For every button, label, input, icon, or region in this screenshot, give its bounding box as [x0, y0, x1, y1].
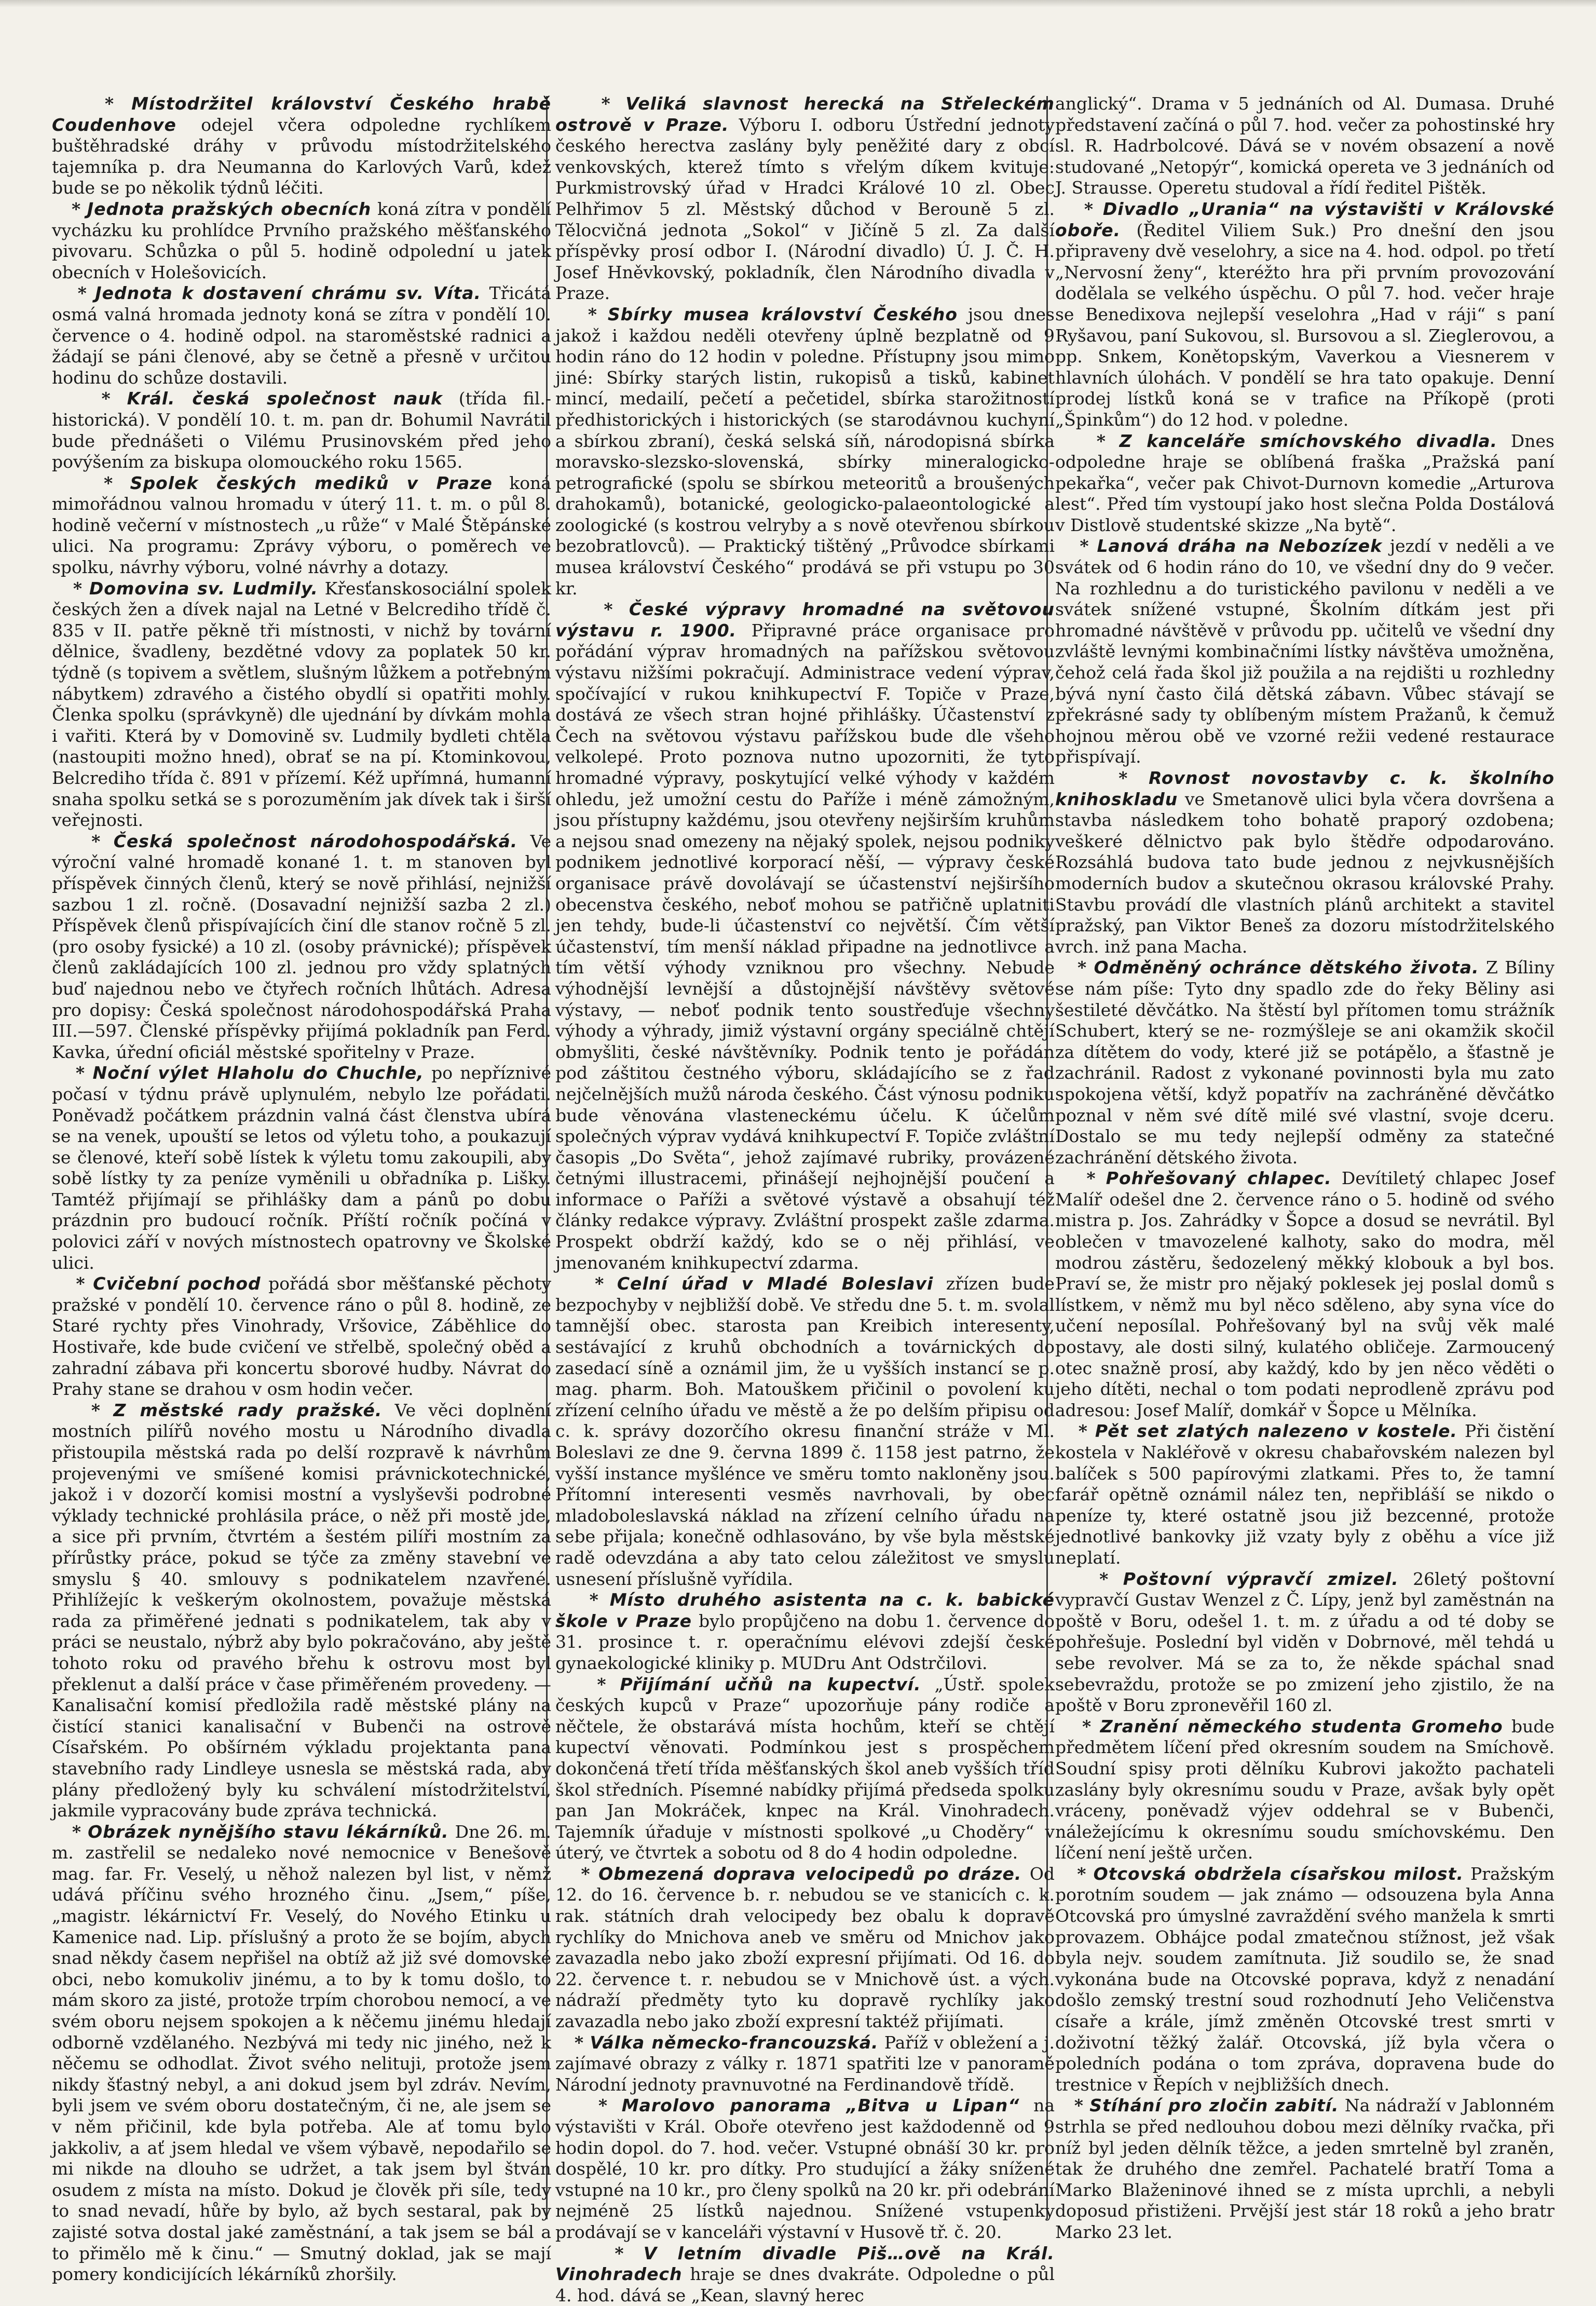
- item-body: Z Bíliny se nám píše: Tyto dny spadlo zde do řeky Běliny asi šestileté děvčátko. Na štěstí byl přítomen tomu strážník Schubert, který se ne- rozmýšleje se ani okamžik skočil za dítětem do vody, které již se potápělo, a šťastně je zachránil. Radost z vykonané povinnosti byla mu zato spokojena větší, když popatřív na zachráněné děvčátko poznal v něm své dítě milé své vlastní, svoje dceru. Dostalo se mu tedy nejlepší odměny za statečné zachránění dětského života.: [1055, 957, 1555, 1168]
- item-body: ve Smetanově ulici byla včera dovršena a stavba následkem toho bohatě praporý ozdobena; veškeré dělnictvo pak bylo štědře odpodarováno. Rozsáhlá budova tato bude jednou z nejvkusnějších moderních budov a skutečnou okrasou královské Prahy. Stavbu provádí dle vlastních plánů architekt a stavitel pražský, pan Viktor Beneš za dozoru místodržitelského vrch. inž pana Macha.: [1055, 789, 1554, 957]
- item-body: koná mimořádnou valnou hromadu v úterý 11. t. m. o půl 8. hodině večerní v místnostech „u růže“ v Malé Štěpánské ulici. Na programu: Zprávy výboru, o poměrech ve spolku, návrhy výboru, volné návrhy a dotazy.: [52, 472, 551, 578]
- news-item: [52, 1063, 551, 1273]
- item-body: (Ředitel Viliem Suk.) Pro dnešní den jsou připraveny dvě veselohry, a sice na 4. hod. odpol. po třetí „Nervosní ženy“, kteréžto hra při prvním provozování dodělala se velkého úspěchu. O půl 7. hod. večer hraje se Benedixova nejlepší veselohra „Had v ráji“ s paní Ryšavou, paní Sukovou, sl. Bursovou a sl. Zieglerovou, a pp. Snkem, Konětopským, Vaverkou a Viesnerem v hlavních úlohách. V pondělí se hra tato opakuje. Denní prodej lístků koná se v trafice na Příkopě (proti „Špinkům“) do 12 hod. v poledne.: [1055, 220, 1554, 430]
- news-item: [1055, 2095, 1554, 2243]
- news-item: [52, 1822, 551, 2285]
- news-item: [1055, 1421, 1554, 1568]
- item-heading: Sbírky musea království Českého: [607, 304, 958, 324]
- item-body: 26letý poštovní vypravčí Gustav Wenzel z Č. Lípy, jenž byl zaměstnán na poště v Boru, odešel 1. t. m. z úřadu a od té doby se pohřešuje. Poslední byl viděn v Dobrnové, měl tehdá u sebe revolver. Má se za to, že někde spáchal snad sebevraždu, protože se po zmizení jeho zjistilo, že na poště v Boru zpronevěřil 160 zl.: [1055, 1568, 1555, 1716]
- item-bullet: *: [1055, 957, 1094, 978]
- item-body: Křesťanskosociální spolek českých žen a dívek najal na Letné v Belcrediho třídě č. 835 v II. patře pěkně tři místnosti, v nichž by tovární dělnice, švadleny, bezdětné vdovy za poplatek 50 kr. týdně (s topivem a světlem, slušným lůžkem a potřebným nábytkem) zdravého a čistého obydlí si opatřiti mohly. Členka spolku (správkyně) dle ujednání by dívkám mohla i vařiti. Která by v Domovině sv. Ludmily bydleti chtěla (nastoupiti možno hned), obrať se na pí. Ktominkovou, Belcrediho třída č. 891 v přízemí. Kéž upřímná, humanní snaha spolku setká se s porozuměním jak dívek tak i širší veřejnosti.: [52, 578, 552, 831]
- item-bullet: *: [1055, 536, 1097, 557]
- item-heading: Zranění německého studenta Gromeho: [1100, 1716, 1503, 1737]
- item-body: Dne 26. m. m. zastřelil se nedaleko nové nemocnice v Benešově mag. far. Fr. Veselý, u něhož nalezen byl list, v němž udává příčinu svého hrozného činu. „Jsem,“ píše, „magistr. lékárnictví Fr. Veselý, do Nového Etinku u Kamenice nad. Lip. příslušný a proto že se bojím, abych snad někdy časem nepřišel na obtíž až již své domovské obci, nebo komukoliv jinému, a to by k tomu došlo, to mám skoro za jisté, protože trpím chorobou nemocí, a ve svém oboru nejsem spokojen a k něčemu jinému hledají odborně vzdělaného. Nezbývá mi tedy nic jiného, než k něčemu se odhodlat. Život svého nelituji, protože jsem nikdy šťastný nebyl, a ani dokud jsem byl zdráv. Nevím, byli jsem ve svém oboru dostatečným, či ne, ale jsem se v něm přičinil, kde byla potřeba. Ale ať tomu bylo jakkoliv, a ať jsem hledal ve všem výbavě, nepodařilo se mi nikde na dlouho se udržet, a tak jsem byl štván osudem z místa na místo. Dokud je člověk při síle, tedy to snad nevadí, hůře by bylo, až bych sestaral, pak by zajisté sotva dostal jaké zaměstnání, a tak jsem se bál a to přimělo mě k činu.“ — Smutný doklad, jak se mají pomery kondicijících lékárníků zhoršily.: [52, 1821, 551, 2285]
- item-heading: Obmezená doprava velocipedů po dráze.: [598, 1863, 1022, 1884]
- item-heading: Jednota k dostavení chrámu sv. Víta.: [95, 283, 482, 304]
- item-body: Pražským porotním soudem — jak známo — odsouzena byla Anna Otcovská pro úmyslné zavraždění svého manžela k smrti provazem. Obhájce podal zmatečnou stížnost, jež však byla nejv. soudem zamítnuta. Již soudilo se, že snad vykonána bude na Otcovské poprava, když z nenadání došlo zemský trestní soud rozhodnutí Jeho Veličenstva císaře a krále, jímž změněn Otcovské trest smrti v doživotní těžký žalář. Otcovská, jíž byla včera o poledních podána o tom zpráva, dopravena bude do trestnice v Řepích v nejbližších dnech.: [1055, 1863, 1554, 2095]
- item-heading: V letním divadle Piš…ově na Král. Vinohradech: [555, 2243, 1055, 2285]
- item-heading: Stíhání pro zločin zabití.: [1089, 2095, 1339, 2116]
- item-body: Devítiletý chlapec Josef Malíř odešel dne 2. července ráno o 5. hodině od svého mistra p. Jos. Zahrádky v Šopce a dosud se nevrátil. Byl oblečen v tmavozelené kalhoty, sako do modra, měl modrou zástěru, šedozelený měkký klobouk a byl bos. Praví se, že mistr pro nějaký poklesek jej poslal domů s lístkem, v němž mu byl něco sděleno, aby syna více do učení neposílal. Pohřešovaný byl na svůj věk malé postavy, ale dosti silný, kulatého obličeje. Zarmoucený otec snažně prosí, aby každý, kdo by jen něco věděti o jeho dítěti, nechal o tom podati neprodleně zprávu pod adresou: Josef Malíř, domkář v Šopce u Mělníka.: [1055, 1168, 1554, 1420]
- item-bullet: *: [1055, 1716, 1100, 1737]
- item-bullet: *: [52, 93, 132, 114]
- item-body: na výstavišti v Král. Oboře otevřeno jest každodenně od 9 hodin dopol. do 7. hod. večer. Vstupné obnáší 30 kr. pro dospělé, 10 kr. pro dítky. Pro studující a žáky snížené vstupné na 10 kr., pro členy spolků na 20 kr. při odebrání nejméně 25 lístků najednou. Snížené vstupenky prodávají se v kanceláři výstavní v Husově tř. č. 20.: [555, 2095, 1055, 2242]
- item-heading: Celní úřad v Mladé Boleslavi: [617, 1273, 934, 1294]
- item-bullet: *: [1055, 768, 1149, 788]
- item-bullet: *: [555, 1863, 599, 1884]
- item-bullet: *: [1055, 1568, 1123, 1589]
- item-bullet: *: [52, 472, 130, 493]
- item-heading: Rovnost novostavby c. k. školního knihoskladu: [1055, 768, 1555, 809]
- item-heading: Spolek českých mediků v Praze: [130, 472, 493, 493]
- item-bullet: *: [555, 2243, 644, 2263]
- news-item: [555, 2032, 1055, 2096]
- item-bullet: *: [555, 1273, 617, 1294]
- item-heading: České výpravy hromadné na světovou výstavu r. 1900.: [555, 599, 1055, 641]
- item-body: odejel včera odpoledne rychlíkem buštěhradské dráhy v průvodu místodržitelského tajemníka p. dra Neumanna do Karlových Varů, kdež bude se po několik týdnů léčiti.: [52, 114, 551, 198]
- item-heading: Veliká slavnost herecká na Střeleckém ostrově v Praze.: [555, 93, 1055, 135]
- item-body: Ve výroční valné hromadě konané 1. t. m stanoven byl příspěvek činných členů, který se nově přihlásí, nejnižší sazbou 1 zl. ročně. (Dosavadní nejnižší sazba 2 zl.) Příspěvek členů přispívajících činí dle stanov ročně 5 zl. (pro osoby fysické) a 10 zl. (osoby právnické); příspěvek členů zakládajících 100 zl. jednou pro vždy splatných buď najednou nebo ve čtyřech ročních lhůtách. Adresa pro dopisy: Česká společnost národohospodářská Praha III.—597. Členské příspěvky přijímá pokladník pan Ferd. Kavka, úřední oficiál městské spořitelny v Praze.: [52, 831, 551, 1062]
- item-bullet: *: [52, 198, 87, 219]
- item-body: Třicátá osmá valná hromada jednoty koná se zítra v pondělí 10. července o 4. hodině odpol. na staroměstské radnici a žádají se páni členové, aby se četně a přesně v určitou hodinu do schůze dostavili.: [52, 283, 552, 388]
- item-bullet: *: [555, 1674, 620, 1694]
- item-bullet: *: [1055, 1421, 1095, 1442]
- news-item: [52, 388, 551, 472]
- item-bullet: *: [555, 93, 626, 114]
- item-bullet: *: [555, 304, 608, 324]
- item-body: bylo propůjčeno na dobu 1. července do 31. prosince t. r. operačnímu elévovi zdejší české gynaekologické kliniky p. MUDru Ant Odstrčilovi.: [555, 1610, 1055, 1673]
- news-item: [1055, 199, 1554, 431]
- item-bullet: *: [52, 283, 96, 304]
- item-heading: Místo druhého asistenta na c. k. babické škole v Praze: [555, 1590, 1055, 1631]
- item-heading: Místodržitel království Českého hrabě Coudenhove: [52, 93, 551, 135]
- news-item: [1055, 1168, 1554, 1421]
- news-item: [555, 1273, 1055, 1590]
- news-item: [52, 1400, 551, 1822]
- item-heading: Pohřešovaný chlapec.: [1106, 1168, 1332, 1189]
- item-body: Ve věci doplnění mostních pilířů nového mostu u Národního divadla přistoupila městská rada po delší rozpravě k návrhům projevenými ve smíšené komisi právnickotechnické, jakož i v dozorčí komisi mostní a vyslyševši podrobné výklady technické prohlásila práce, o něž při mostě jde, a sice při prvním, čtvrtém a šestém pilíři mostním za přírůstky práce, pokud se týče za změny stavební ve smyslu § 40. smlouvy s podnikatelem nzavřené. Přihlížejíc k veškerým okolnostem, považuje městská rada za přiměřené jednati s podnikatelem, tak aby v práci se neustalo, nýbrž aby bylo pokračováno, aby ještě tohoto roku od pravého břehu k ostrovu most byl překlenut a další práce v čase přiměřeném provedeny. — Kanalisační komisí předložila radě městské plány na čistící stanici kanalisační v Bubenči na ostrově Císařském. Po obšírném výkladu projektanta pana stavebního rady Lindleye usnesla se městská rada, aby plány předložený byly ku schválení místodržitelství, jakmile vypracovány bude zpráva technická.: [52, 1400, 551, 1821]
- news-item: [52, 473, 551, 578]
- item-bullet: *: [555, 2095, 622, 2116]
- column-2: [555, 93, 1055, 2305]
- item-body: jezdí v neděli a ve svátek od 6 hodin ráno do 10, ve všední dny do 9 večer. Na rozhlednu a do turistického pavilonu v neděli a ve svátek snížené vstupné, Školním dítkám jest při hromadné návštěvě v průvodu pp. učitelů ve všední dny zvláště levnými kombinačními lístky návštěva umožněna, čehož celá řada škol již použila a na rejdišti u rozhledny bývá nyní často čilá dětská zábavn. Vůbec stávají se překrásné sady ty oblíbeným místem Pražanů, k čemuž hojnou měrou obě ve vzorné režii vedené restaurace přispívají.: [1055, 536, 1554, 767]
- item-bullet: *: [1055, 1168, 1106, 1189]
- item-body: anglický“. Drama v 5 jednáních od Al. Dumasa. Druhé představení začíná o půl 7. hod. večer za pohostinské hry sl. R. Hadrbolcové. Dává se v novém obsazení a nově studované „Netopýr“, komická opereta ve 3 jednáních od J. Strausse. Operetu studoval a řídí ředitel Pištěk.: [1055, 93, 1554, 198]
- news-item: [52, 578, 551, 831]
- news-item: [1055, 1716, 1554, 1864]
- item-bullet: *: [52, 1821, 88, 1842]
- news-item: [1055, 1864, 1554, 2096]
- item-heading: Poštovní výpravčí zmizel.: [1123, 1568, 1399, 1589]
- news-item: [1055, 536, 1554, 768]
- item-body: po nepříznivé počasí v týdnu právě uplynulém, nebylo lze pořádati. Poněvadž počátkem prázdnin valná část členstva ubírá se na venek, upouští se letos od výletu toho, a poukazují se členové, kteří sobě lístek k výletu tomu zakoupili, aby sobě lístky ty za peníze vyměnili u obřadníka p. Lišky. Tamtéž přijímají se přihlášky dam a pánů po dobu prázdnin pro budoucí ročník. Příští ročník počíná v polovici září v nových místnostech opatrovny ve Školské ulici.: [52, 1063, 551, 1273]
- item-body: koná zítra v pondělí vycházku ku prohlídce Prvního pražského měšťanského pivovaru. Schůzka o půl 5. hodině odpolední u jatek obecních v Holešovicích.: [52, 198, 551, 282]
- item-bullet: *: [52, 1400, 114, 1420]
- news-item: [1055, 431, 1554, 536]
- column-3: [1055, 93, 1555, 2242]
- item-body: hraje se dnes dvakráte. Odpoledne o půl 4. hod. dává se „Kean, slavný herec: [555, 2264, 1055, 2305]
- item-bullet: *: [555, 599, 629, 620]
- item-body: jsou dnes jakož i každou neděli otevřeny úplně bezplatně od 9 hodin ráno do 12 hodin v poledne. Přístupny jsou mimo jiné: Sbírky starých listin, rukopisů a tisků, kabinet mincí, medailí, pečetí a pečetidel, sbírka starožitností předhistorických i historických (se starodávnou kuchyní a sbírkou zbraní), česká selská síň, národopisná sbírka moravsko-slezsko-slovenská, sbírky mineralogicko-petrografické (spolu se sbírkou meteoritů a broušených drahokamů), botanické, geologicko-palaeontologické a zoologické (s kostrou velryby a s nově otevřenou sbírkou bezobratlovců). — Praktický tištěný „Průvodce sbírkami musea království Českého“ prodává se při vstupu po 30 kr.: [555, 304, 1055, 599]
- item-heading: Divadlo „Urania“ na výstavišti v Královské oboře.: [1055, 198, 1555, 240]
- news-item: [555, 1674, 1055, 1864]
- item-bullet: *: [52, 388, 127, 409]
- item-bullet: *: [555, 1590, 610, 1610]
- item-body: Dnes odpoledne hraje se oblíbená fraška „Pražská paní pekařka“, večer pak Chivot-Durnovn komedie „Arturova lest“. Před tím vystoupí jako host slečna Polda Dostálová v Distlově studentské skizze „Na bytě“.: [1055, 430, 1554, 535]
- news-item: [52, 283, 551, 388]
- item-body: Výboru I. odboru Ústřední jednoty českého herectva zaslány byly peněžité dary z obcí venkovských, kterež tímto s vřelým díkem kvituje: Purkmistrovský úřad v Hradci Králové 10 zl. Obec Pelhřimov 5 zl. Městský důchod v Berouně 5 zl. Tělocvičná jednota „Sokol“ v Jičíně 5 zl. Za další příspěvky prosí odbor I. (Národní divadlo) Ú. J. Č. H. Josef Hněvkovský, pokladník, člen Národního divadla v Praze.: [555, 114, 1055, 304]
- item-bullet: *: [555, 2032, 590, 2053]
- news-item: [1055, 957, 1554, 1168]
- item-body: bude předmětem líčení před okresním soudem na Smíchově. Soudní spisy proti dělníku Kubrovi jakožto pachateli zaslány byly okresnímu soudu v Praze, avšak byly opět vráceny, poněvadž výjev oddehral se v Bubenči, náležejícímu k okresnímu soudu smíchovskému. Den líčení není ještě určen.: [1055, 1716, 1554, 1863]
- item-heading: Odměněný ochránce dětského života.: [1094, 957, 1479, 978]
- item-bullet: *: [1055, 2095, 1090, 2116]
- item-heading: Obrázek nynějšího stavu lékárníků.: [88, 1821, 449, 1842]
- news-item: [1055, 768, 1554, 957]
- item-heading: Noční výlet Hlaholu do Chuchle,: [92, 1063, 424, 1083]
- item-bullet: *: [1055, 430, 1120, 451]
- news-item: [52, 93, 551, 199]
- column-1: [52, 93, 552, 2285]
- news-item: [555, 93, 1055, 304]
- news-item: [555, 2095, 1055, 2243]
- page-top-edge: [0, 0, 1596, 7]
- item-body: Paříž v obležení a j. zajímavé obrazy z války r. 1871 spatřiti lze v panoramě Národní jednoty pravnuvotné na Ferdinandově třídě.: [555, 2032, 1055, 2095]
- news-item: [52, 199, 551, 283]
- item-bullet: *: [52, 1063, 93, 1083]
- item-heading: Jednota pražských obecních: [87, 198, 372, 219]
- item-body: Připravné práce organisace pro pořádání výprav hromadných na pařížskou světovou výstavu nižšími pokračují. Administrace vedení výprav, spočívající v rukou knihkupectví F. Topiče v Praze, dostává ze všech stran hojné přihlášky. Účastenství z Čech na světovou výstavu pařížskou bude dle všeho velkolepé. Proto poznova nutno upozorniti, že tyto hromadné výpravy, poskytující velké výhody v každém ohledu, jež umožní cestu do Paříže i méně zámožným, jsou přístupny každému, jsou otevřeny nejširším kruhům a nejsou snad omezeny na nějaký spolek, nejsou podniky podnikem jednotlivé korporací něší, — výpravy české organisace právě dovolávají se účastenství nejširšího obecenstva českého, neboť mohou se patřičně uplatniti jen tehdy, bude-li účastenství co největší. Čím větší účastenství, tím menší náklad připadne na jednotlivce a tím větší výhody vzniknou pro všechny. Nebude výhodnější levnější a důstojnější návštěvy světové výstavy, — neboť podnik tento soustřeďuje všechny výhody a výhrady, jimiž výstavní orgány speciálně chtějí obmyšliti, české návštěvníky. Podnik tento je pořádán pod záštitou čestného výboru, skládajícího se z řad nejčelnějších mužů národa českého. Část výnosu podniku bude věnována vlasteneckému účelu. K účelům společných výprav vydává knihkupectví F. Topiče zvláštní časopis „Do Světa“, jehož zajímavé rubriky, provázené četnými illustracemi, přinášejí nejhojnější poučení a informace o Paříži a světové výstavě a obsahují též články redakce výpravy. Zvláštní prospekt zašle zdarma. Prospekt obdrží každý, kdo se o něj přihlásí, ve jmenovaném knihkupectví zdarma.: [555, 620, 1055, 1273]
- item-bullet: *: [52, 831, 114, 851]
- item-bullet: *: [1055, 198, 1103, 219]
- item-body: Od 12. do 16. července b. r. nebudou se ve stanicích c. k. rak. státních drah velocipedy bez obalu k dopravě rychlíky do Mnichova aneb ve směru od Mnichov jako zavazadla nebo jako zboží expresní přijímati. Od 16. do 22. července t. r. nebudou se v Mnichově úst. a vých. nádraží předměty tyto ku dopravě rychlíky jako zavazadla nebo jako zboží expresní taktéž přijímati.: [555, 1863, 1055, 2032]
- news-item: [555, 1864, 1055, 2032]
- news-item: [555, 304, 1055, 599]
- item-heading: Česká společnost národohospodářská.: [113, 831, 518, 851]
- item-heading: Lanová dráha na Nebozízek: [1097, 536, 1383, 557]
- item-heading: Marolovo panorama „Bitva u Lipan“: [621, 2095, 1020, 2116]
- news-item: [1055, 93, 1554, 199]
- news-item: [52, 831, 551, 1063]
- item-body: pořádá sbor měšťanské pěchoty pražské v pondělí 10. července ráno o půl 8. hodině, ze Staré rychty přes Vinohrady, Vršovice, Záběhlice do Hostivaře, kde bude cvičení ve střelbě, společný oběd a zahradní zábava při koncertu sborové hudby. Návrat do Prahy stane se drahou v osm hodin večer.: [52, 1273, 551, 1400]
- item-heading: Otcovská obdržela císařskou milost.: [1093, 1863, 1464, 1884]
- item-body: (třída fil.-historická). V pondělí 10. t. m. pan dr. Bohumil Navrátil bude přednášeti o Vilému Prusinovském před jeho povýšením za biskupa olomouckého roku 1565.: [52, 388, 552, 472]
- item-body: zřízen bude bezpochyby v nejbližší době. Ve středu dne 5. t. m. svolal tamnější obec. starosta pan Kreibich interesenty, sestávající z kruhů obchodních a továrnických do zasedací síně a oznámil jim, že u vyšších instancí se p. mag. pharm. Boh. Matouškem přičinil o povolení ku zřízení celního úřadu ve městě a že po delším připisu od c. k. správy dozorčího okresu finanční stráže v Ml. Boleslavi ze dne 9. června 1899 č. 1158 jest patrno, že vyšší instance myšlénce ve směru tomto nakloněny jsou. Přítomní interesenti vesměs navrhovali, by obec mladoboleslavská náklad na zřízení celního úřadu na sebe přijala; konečně odhlasováno, by vše byla městské radě odevzdána a aby tato celou záležitost ve smyslu usnesení příslušně vyřídila.: [555, 1273, 1055, 1589]
- item-bullet: *: [52, 578, 89, 599]
- item-heading: Cvičební pochod: [93, 1273, 261, 1294]
- news-item: [555, 2243, 1055, 2306]
- news-item: [1055, 1569, 1554, 1716]
- item-heading: Domovina sv. Ludmily.: [89, 578, 318, 599]
- item-body: „Ústř. spolek českých kupců v Praze“ upozorňuje pány rodiče a něčtele, že obstarává místa hochům, kteří se chtějí kupectví věnovati. Podmínkou jest s prospěchem dokončená třetí třída měšťanských škol aneb vyšších tříd škol středních. Písemné nabídky přijímá předseda spolku pan Jan Mokráček, knpec na Král. Vinohradech. Tajemník úřaduje v místnosti spolkové „u Choděry“ v úterý, ve čtvrtek a sobotu od 8 do 4 hodin odpoledne.: [555, 1674, 1055, 1863]
- item-bullet: *: [1055, 1863, 1094, 1884]
- item-heading: Z městské rady pražské.: [113, 1400, 383, 1420]
- news-item: [555, 599, 1055, 1273]
- news-item: [555, 1590, 1055, 1674]
- item-heading: Pět set zlatých nalezeno v kostele.: [1095, 1421, 1458, 1442]
- news-item: [52, 1273, 551, 1400]
- item-bullet: *: [52, 1273, 93, 1294]
- item-heading: Přijímání učňů na kupectví.: [620, 1674, 921, 1694]
- item-heading: Z kanceláře smíchovského divadla.: [1119, 430, 1498, 451]
- item-heading: Válka německo-francouzská.: [590, 2032, 879, 2053]
- item-body: Při čistění kostela v Nakléřově v okresu chabařovském nalezen byl balíček s 500 papírovými zlatkami. Přes to, že tamní farář opětně oznámil nález ten, nepřibláší se nikdo o peníze ty, které ostatně jsou již bezcenné, protože jednotlivé bankovky již vzaty byly z oběhu a více již neplatí.: [1055, 1421, 1554, 1568]
- item-heading: Král. česká společnost nauk: [127, 388, 443, 409]
- item-body: Na nádraží v Jablonném strhla se před nedlouhou dobou mezi dělníky rvačka, při níž byl jeden dělník těžce, a jeden smrtelně byl zraněn, tak že druhého dne zemřel. Pachatelé bratří Toma a Marko Blaženinové ihned se z místa uprchli, a nebyli doposud přistiženi. Prvější jest stár 18 roků a jeho bratr Marko 23 let.: [1055, 2095, 1555, 2242]
